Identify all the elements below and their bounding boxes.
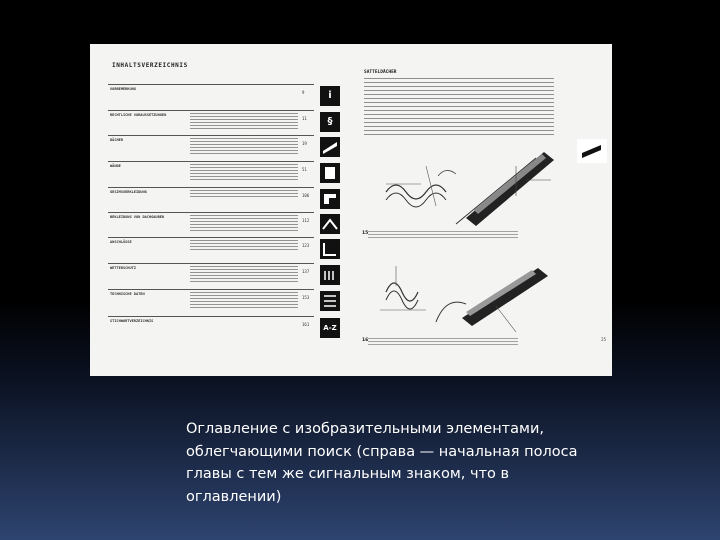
toc-page-number: 153 <box>302 295 310 300</box>
toc-chapter-description <box>190 215 298 231</box>
toc-chapter-description <box>190 292 298 308</box>
weather-sign-icon <box>320 265 340 285</box>
page-number: 25 <box>601 337 606 342</box>
technical-data-sign-icon <box>320 291 340 311</box>
chapter-heading: SATTELDÄCHER <box>364 70 397 75</box>
chapter-sign-icon: i <box>320 86 340 106</box>
toc-page <box>90 44 352 376</box>
toc-divider <box>108 135 314 136</box>
figure-number: 16 <box>362 338 369 343</box>
wall-sign-icon <box>320 163 340 183</box>
toc-divider <box>108 289 314 290</box>
toc-chapter-title: WETTERSCHUTZ <box>110 266 136 270</box>
toc-page-number: 9 <box>302 90 305 95</box>
toc-chapter-description <box>190 138 298 154</box>
toc-chapter-description <box>190 113 298 129</box>
toc-chapter-title: DÄCHER <box>110 138 123 142</box>
slide-caption: Оглавление с изобразительными элементами, облегчающими поиск (справа — начальная полоса главы с тем же сигнальным знаком, что в оглавлении) <box>186 421 578 505</box>
roof-sign-icon <box>320 137 340 157</box>
toc-chapter-title: BEKLEIDUNG VON DACHGAUBEN <box>110 215 165 219</box>
toc-chapter-title: VORBEMERKUNG <box>110 87 136 91</box>
toc-divider <box>108 212 314 213</box>
toc-divider <box>108 263 314 264</box>
cornice-sign-icon <box>320 189 340 209</box>
toc-heading: INHALTSVERZEICHNIS <box>112 62 188 69</box>
toc-page-number: 123 <box>302 243 310 248</box>
toc-chapter-title: WÄNDE <box>110 164 121 168</box>
connection-sign-icon <box>320 239 340 259</box>
toc-page-number: 112 <box>302 218 310 223</box>
toc-chapter-description <box>190 190 298 198</box>
toc-chapter-description <box>190 266 298 282</box>
scanned-book-spread <box>90 44 612 376</box>
toc-page-number: 11 <box>302 116 307 121</box>
toc-chapter-title: ANSCHLÜSSE <box>110 240 132 244</box>
figure-caption <box>368 338 518 346</box>
dormer-sign-icon <box>320 214 340 234</box>
chapter-body-text <box>364 78 554 136</box>
toc-divider <box>108 316 314 317</box>
toc-page-number: 19 <box>302 141 307 146</box>
toc-chapter-description <box>190 240 298 250</box>
toc-chapter-title: GESIMSVERKLEIDUNG <box>110 190 147 194</box>
toc-divider <box>108 84 314 85</box>
toc-divider <box>108 237 314 238</box>
figure-caption <box>368 231 518 239</box>
toc-page-number: 137 <box>302 269 310 274</box>
roof-section-figure-2 <box>366 246 566 338</box>
toc-chapter-description <box>190 164 298 180</box>
toc-chapter-title: STICHWORTVERZEICHNIS <box>110 319 154 323</box>
toc-divider <box>108 110 314 111</box>
toc-chapter-title: RECHTLICHE VORAUSSETZUNGEN <box>110 113 167 117</box>
toc-divider <box>108 161 314 162</box>
toc-page-number: 161 <box>302 322 310 327</box>
toc-divider <box>108 187 314 188</box>
toc-page-number: 106 <box>302 193 310 198</box>
chapter-sign-icon <box>577 139 607 163</box>
roof-section-figure-1 <box>366 136 566 228</box>
toc-page-number: 51 <box>302 167 307 172</box>
figure-number: 15 <box>362 231 369 236</box>
chapter-opening-page <box>352 44 612 376</box>
chapter-sign-icon: § <box>320 112 340 132</box>
index-sign-icon: A-Z <box>320 318 340 338</box>
toc-chapter-title: TECHNISCHE DATEN <box>110 292 145 296</box>
